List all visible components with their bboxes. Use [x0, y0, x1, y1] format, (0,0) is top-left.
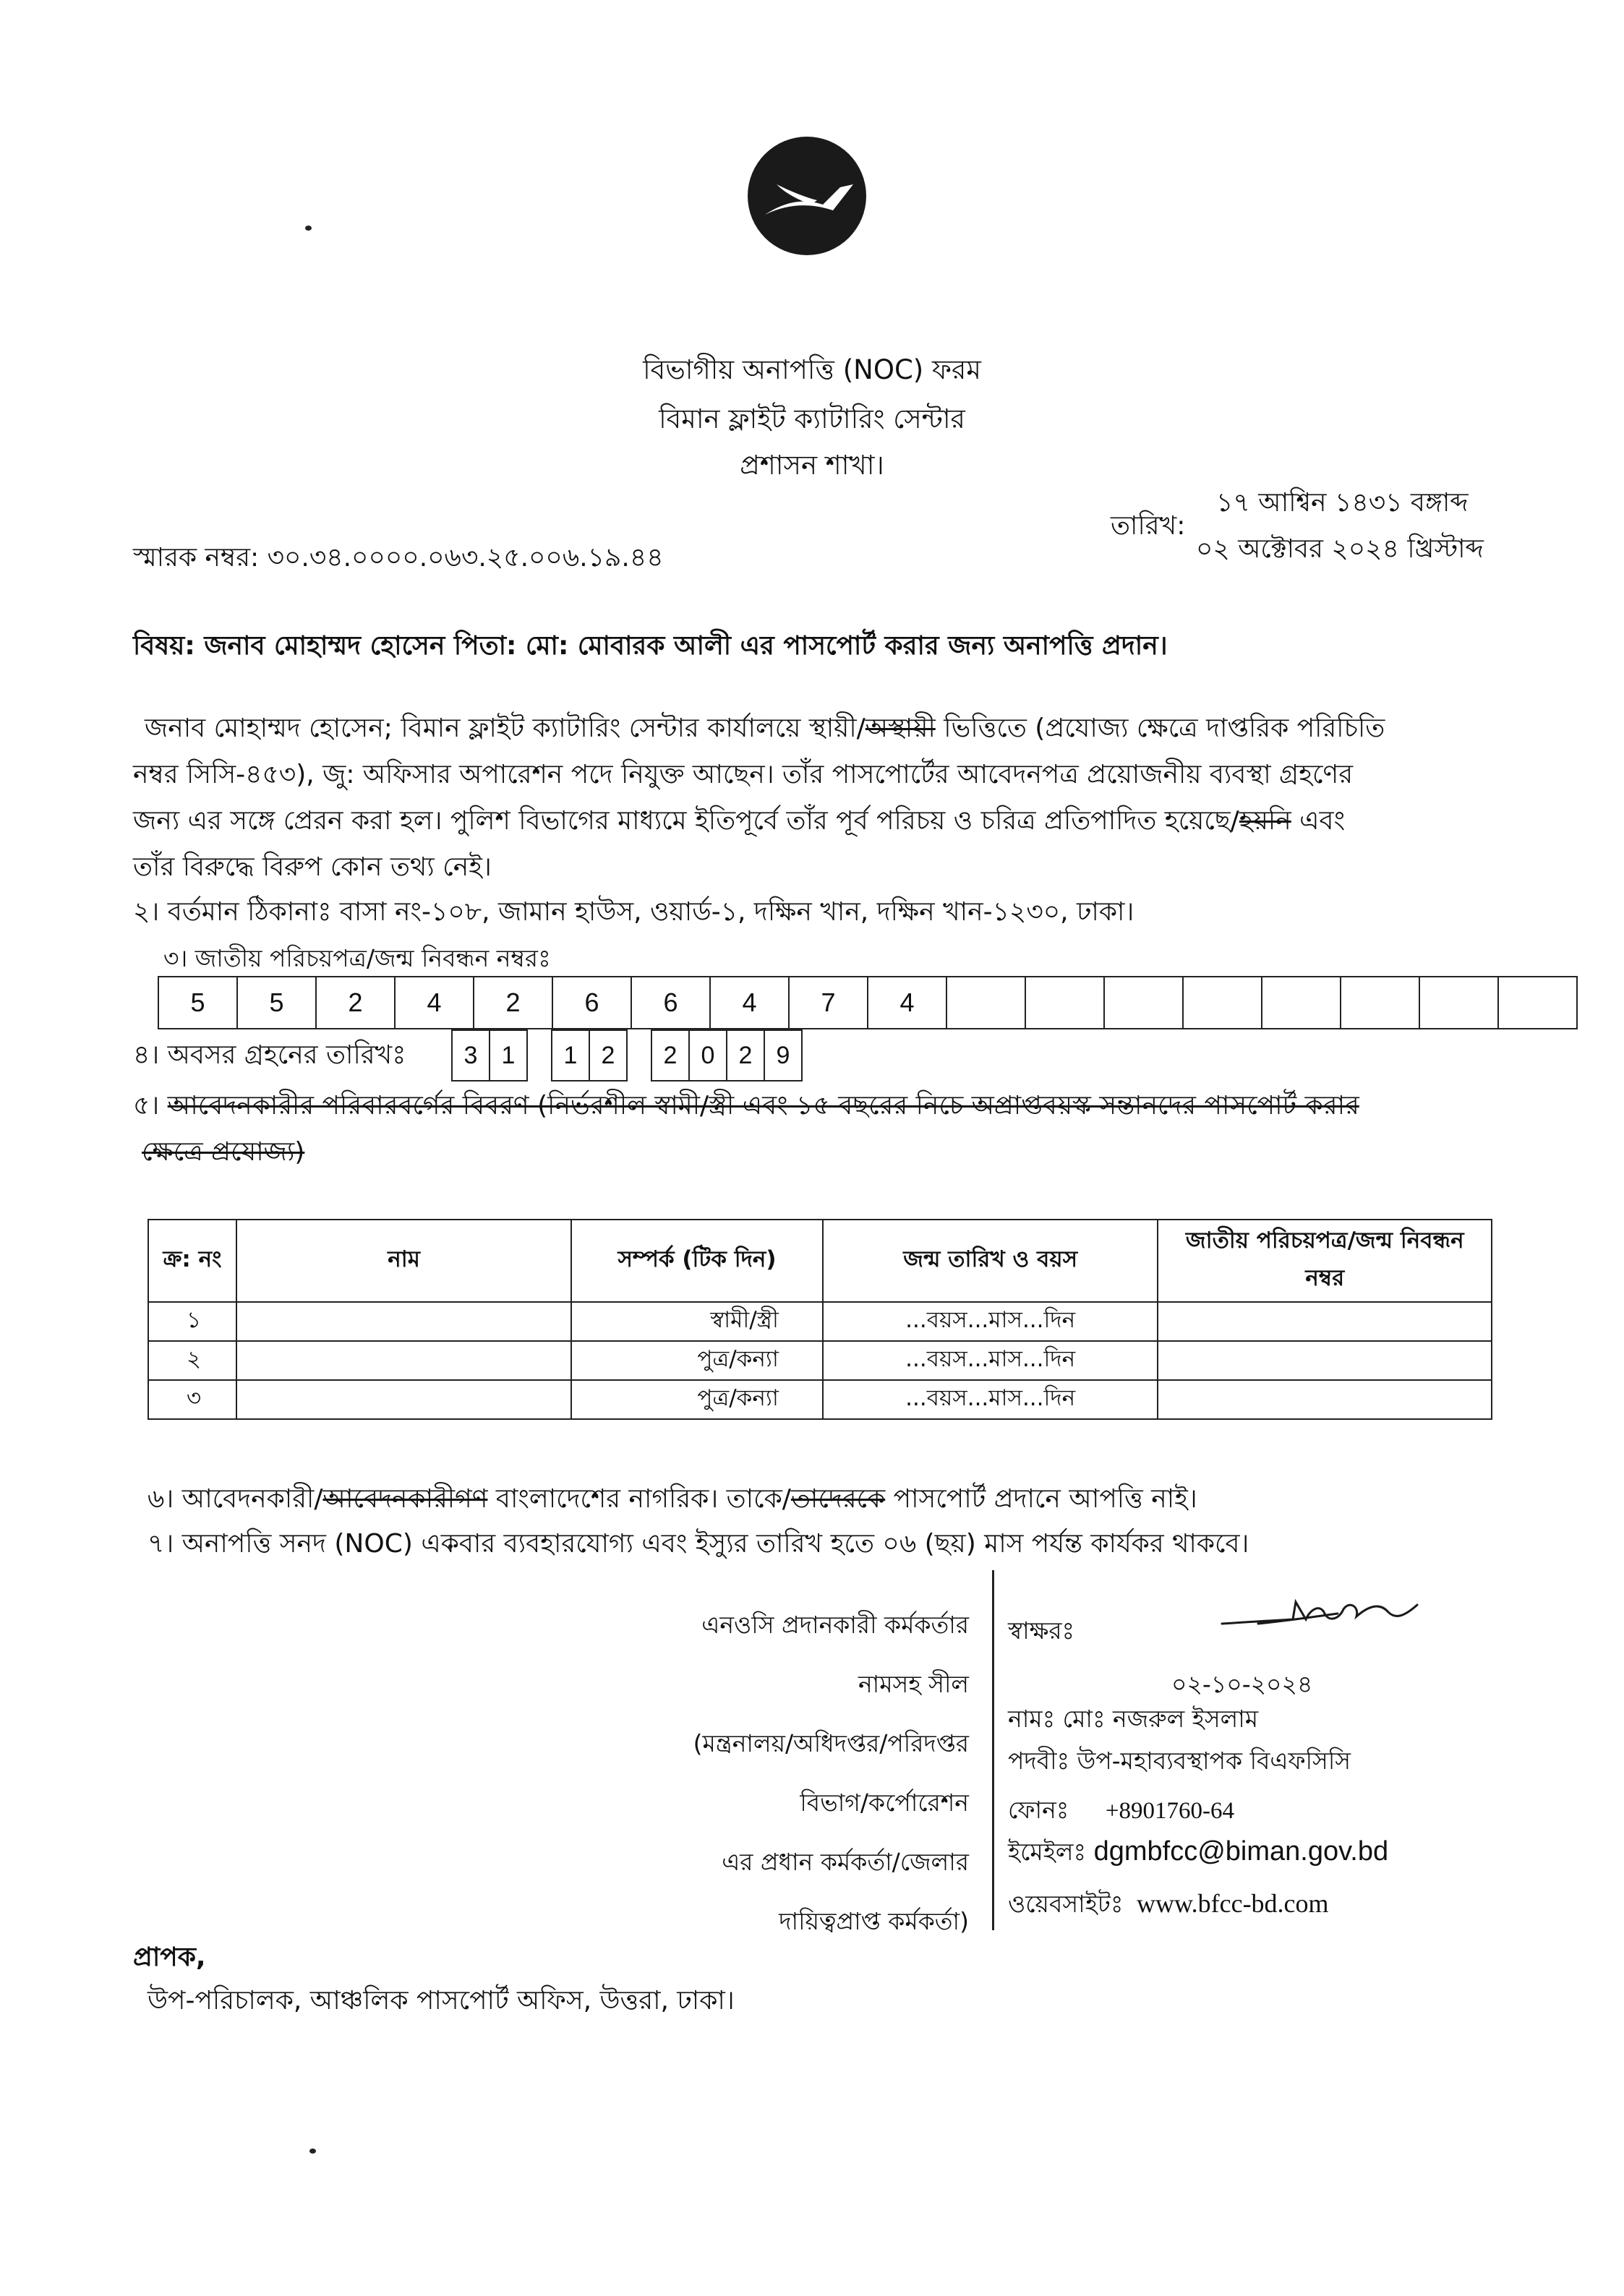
nid-digit-cell — [1182, 976, 1262, 1029]
nid-digit-cell — [1340, 976, 1420, 1029]
citizenship-statement — [148, 1479, 1197, 1522]
col-header-nid: জাতীয় পরিচয়পত্র/জন্ম নিবন্ধন নম্বর — [1158, 1220, 1492, 1302]
issuer-line: নামসহ সীল — [858, 1670, 969, 1698]
phone-number: +8901760-64 — [1105, 1798, 1234, 1824]
retirement-date-boxes — [453, 1029, 803, 1081]
cell-relation: স্বামী/স্ত্রী — [571, 1302, 823, 1341]
cell-relation: পুত্র/কন্যা — [571, 1380, 823, 1419]
nid-digit-cell — [1261, 976, 1341, 1029]
signatory-email — [1008, 1833, 1388, 1874]
retirement-digit-cell: 9 — [764, 1029, 803, 1081]
cell-nid — [1158, 1341, 1492, 1380]
intro-text: ভিত্তিতে (প্রযোজ্য ক্ষেত্রে দাপ্তরিক পরিচিতি — [935, 714, 1385, 743]
retirement-digit-cell: 1 — [551, 1029, 590, 1081]
retirement-label: ৪। অবসর গ্রহনের তারিখঃ — [133, 1040, 406, 1070]
col-header-name: নাম — [236, 1220, 571, 1302]
retirement-digit-cell: 1 — [489, 1029, 528, 1081]
struck-text: হয়নি — [1239, 806, 1291, 836]
issuer-line: দায়িত্বপ্রাপ্ত কর্মকর্তা) — [779, 1907, 969, 1935]
cell-relation: পুত্র/কন্যা — [571, 1341, 823, 1380]
intro-text: জন্য এর সঙ্গে প্রেরন করা হল। পুলিশ বিভাগের মাধ্যমে ইতিপূর্বে তাঁর পূর্ব পরিচয় ও চরিত্র প্রতিপাদিত হয়েছে/ — [133, 806, 1239, 836]
date-label: তারিখ: — [1111, 511, 1186, 541]
table-row — [148, 1341, 1492, 1380]
nid-digit-cell: 4 — [709, 976, 790, 1029]
signatory-designation: পদবীঃ উপ-মহাব্যবস্থাপক বিএফসিসি — [1008, 1747, 1351, 1775]
biman-crane-logo-icon — [745, 134, 869, 258]
intro-text: জনাব মোহাম্মদ হোসেন; বিমান ফ্লাইট ক্যাটারিং সেন্টার কার্যালয়ে স্থায়ী/ — [145, 714, 866, 743]
subject-line — [133, 626, 1168, 669]
speck-mark — [309, 2149, 316, 2154]
nid-digit-cell — [946, 976, 1026, 1029]
website-label: ওয়েবসাইটঃ — [1008, 1890, 1124, 1918]
handwritten-signature-icon — [1215, 1588, 1432, 1638]
nid-digit-cell — [1025, 976, 1105, 1029]
nid-digit-cell — [1103, 976, 1184, 1029]
nid-digit-cell: 6 — [631, 976, 711, 1029]
email-label: ইমেইলঃ — [1008, 1838, 1087, 1866]
struck-text: আবেদনকারীর পরিবারবর্গের বিবরণ (নির্ভরশীল স্বামী/স্ত্রী এবং ১৫ বছরের নিচে অপ্রাপ্তবয়স্ক সন্তানদের পাসপোর্ট করার — [167, 1091, 1359, 1121]
statement-text: পাসপোর্ট প্রদানে আপত্তি নাই। — [885, 1484, 1197, 1514]
col-header-relation: সম্পর্ক (টিক দিন) — [571, 1220, 823, 1302]
issuer-line: এর প্রধান কর্মকর্তা/জেলার — [722, 1848, 969, 1876]
speck-mark — [305, 226, 312, 231]
nid-digit-boxes — [159, 976, 1578, 1029]
signature-date: ০২-১০-২০২৪ — [1171, 1670, 1313, 1698]
cell-name — [236, 1380, 571, 1419]
retirement-day — [453, 1029, 528, 1081]
memo-number: ৩০.৩৪.০০০০.০৬৩.২৫.০০৬.১৯.৪৪ — [267, 543, 664, 573]
cell-serial: ৩ — [148, 1380, 236, 1419]
nid-digit-cell — [1419, 976, 1499, 1029]
department-name: প্রশাসন শাখা। — [740, 450, 884, 481]
signatory-phone — [1008, 1791, 1234, 1832]
retirement-digit-cell: 2 — [589, 1029, 628, 1081]
cell-serial: ২ — [148, 1341, 236, 1380]
cell-serial: ১ — [148, 1302, 236, 1341]
signatory-name: নামঃ মোঃ নজরুল ইসলাম — [1008, 1705, 1259, 1733]
struck-text: ক্ষেত্রে প্রযোজ্য) — [142, 1137, 305, 1167]
retirement-year — [652, 1029, 803, 1081]
phone-label: ফোনঃ — [1008, 1796, 1069, 1824]
subject-label: বিষয়: — [133, 631, 195, 661]
nid-digit-cell: 6 — [552, 976, 632, 1029]
retirement-month — [552, 1029, 628, 1081]
intro-paragraph-line-2: নম্বর সিসি-৪৫৩), জু: অফিসার অপারেশন পদে নিযুক্ত আছেন। তাঁর পাসপোর্টের আবেদনপত্র প্রয়োজনীয় ব্যবস্থা গ্রহণের — [133, 760, 1354, 789]
family-details-heading — [133, 1086, 1359, 1129]
cell-name — [236, 1341, 571, 1380]
signatory-website — [1008, 1885, 1329, 1926]
memo-label: স্মারক নম্বর: — [133, 543, 260, 573]
family-table — [148, 1219, 1492, 1420]
signature-divider — [992, 1570, 994, 1930]
retirement-digit-cell: 2 — [726, 1029, 765, 1081]
nid-digit-cell: 7 — [788, 976, 868, 1029]
nid-digit-cell — [1497, 976, 1578, 1029]
email-address: dgmbfcc@biman.gov.bd — [1093, 1836, 1389, 1867]
form-title: বিভাগীয় অনাপত্তি (NOC) ফরম — [643, 354, 981, 385]
cell-dob: ...বয়স...মাস...দিন — [823, 1302, 1158, 1341]
table-header-row — [148, 1220, 1492, 1302]
nid-digit-cell: 4 — [394, 976, 474, 1029]
table-row — [148, 1380, 1492, 1419]
retirement-digit-cell: 0 — [688, 1029, 727, 1081]
nid-digit-cell: 5 — [158, 976, 238, 1029]
retirement-digit-cell: 2 — [651, 1029, 690, 1081]
cell-dob: ...বয়স...মাস...দিন — [823, 1380, 1158, 1419]
family-details-heading-cont — [142, 1132, 304, 1175]
signature-label: স্বাক্ষরঃ — [1008, 1616, 1075, 1645]
validity-statement: ৭। অনাপত্তি সনদ (NOC) একবার ব্যবহারযোগ্য এবং ইস্যুর তারিখ হতে ০৬ (ছয়) মাস পর্যন্ত কার্যকর থাকবে। — [148, 1529, 1249, 1559]
date-bangla: ১৭ আশ্বিন ১৪৩১ বঙ্গাব্দ — [1216, 488, 1469, 518]
statement-text: বাংলাদেশের নাগরিক। তাকে/ — [487, 1484, 791, 1514]
cell-nid — [1158, 1380, 1492, 1419]
issuer-line: এনওসি প্রদানকারী কর্মকর্তার — [701, 1611, 969, 1639]
intro-text: এবং — [1291, 806, 1346, 836]
struck-text: অস্থায়ী — [865, 714, 936, 743]
nid-digit-cell: 2 — [473, 976, 553, 1029]
issuer-line: বিভাগ/কর্পোরেশন — [800, 1789, 969, 1817]
intro-paragraph-line-1 — [145, 708, 1490, 752]
retirement-digit-cell: 3 — [451, 1029, 490, 1081]
statement-text: ৬। আবেদনকারী/ — [148, 1484, 323, 1514]
intro-paragraph-line-3 — [133, 801, 1345, 844]
issuer-line: (মন্ত্রনালয়/অধিদপ্তর/পরিদপ্তর — [693, 1729, 969, 1757]
date-english: ০২ অক্টোবর ২০২৪ খ্রিস্টাব্দ — [1196, 534, 1484, 564]
nid-digit-cell: 4 — [867, 976, 947, 1029]
intro-paragraph-line-4: তাঁর বিরুদ্ধে বিরুপ কোন তথ্য নেই। — [133, 852, 492, 882]
struck-text: আবেদনকারীগণ — [322, 1484, 488, 1514]
memo-line — [133, 538, 664, 581]
struck-text: তাদেরকে — [790, 1484, 886, 1514]
col-header-dob: জন্ম তারিখ ও বয়স — [823, 1220, 1158, 1302]
recipient-label: প্রাপক, — [133, 1942, 206, 1972]
organization-name: বিমান ফ্লাইট ক্যাটারিং সেন্টার — [659, 403, 965, 434]
cell-nid — [1158, 1302, 1492, 1341]
present-address: ২। বর্তমান ঠিকানাঃ বাসা নং-১০৮, জামান হাউস, ওয়ার্ড-১, দক্ষিন খান, দক্ষিন খান-১২৩০, ঢাকা। — [133, 897, 1134, 927]
col-header-serial: ক্র: নং — [148, 1220, 236, 1302]
table-row — [148, 1302, 1492, 1341]
nid-label: ৩। জাতীয় পরিচয়পত্র/জন্ম নিবন্ধন নম্বরঃ — [163, 944, 551, 972]
issuer-block — [550, 1606, 969, 1943]
item-number: ৫। — [133, 1091, 168, 1121]
nid-digit-cell: 5 — [236, 976, 317, 1029]
cell-name — [236, 1302, 571, 1341]
website-url: www.bfcc-bd.com — [1136, 1889, 1329, 1918]
recipient-address: উপ-পরিচালক, আঞ্চলিক পাসপোর্ট অফিস, উত্তরা, ঢাকা। — [148, 1986, 735, 2016]
nid-digit-cell: 2 — [315, 976, 396, 1029]
cell-dob: ...বয়স...মাস...দিন — [823, 1341, 1158, 1380]
subject-text: জনাব মোহাম্মদ হোসেন পিতা: মো: মোবারক আলী এর পাসপোর্ট করার জন্য অনাপত্তি প্রদান। — [204, 631, 1168, 661]
